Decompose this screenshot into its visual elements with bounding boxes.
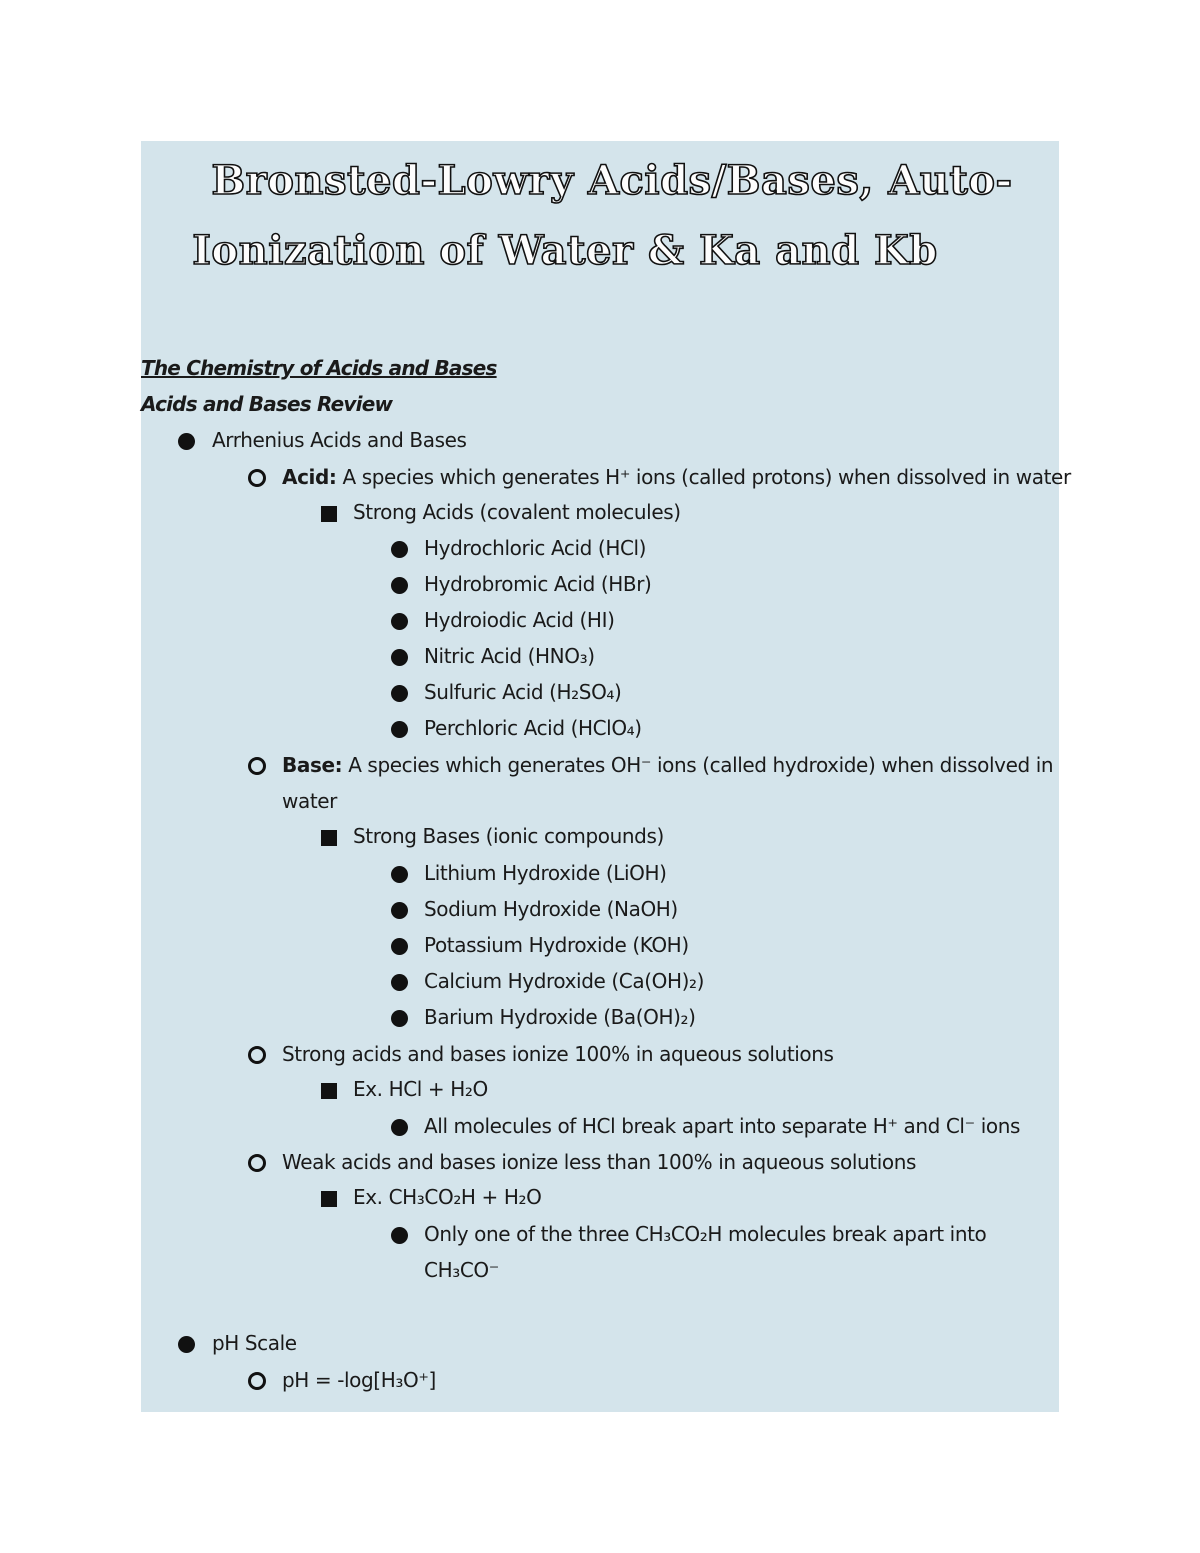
list-item-arrhenius: Arrhenius Acids and Bases [212,428,467,452]
bullet-square-icon [321,830,337,846]
list-item-weak-example-note: Only one of the three CH₃CO₂H molecules break apart into [424,1222,987,1246]
list-item-weak-example: Ex. CH₃CO₂H + H₂O [353,1185,542,1209]
list-item-base-definition [282,752,1053,778]
bullet-ring-icon [248,1046,266,1064]
bullet-ring-icon [248,469,266,487]
list-item-strong-acids: Strong Acids (covalent molecules) [353,500,681,524]
list-item-base: Potassium Hydroxide (KOH) [424,933,689,957]
acid-definition-text: A species which generates H⁺ ions (called protons) when dissolved in water [342,465,1071,489]
list-item-acid: Hydrobromic Acid (HBr) [424,572,652,596]
bullet-ring-icon [248,757,266,775]
bullet-disc-icon [391,1010,408,1027]
list-item-acid: Hydroiodic Acid (HI) [424,608,615,632]
list-item-ph-formula: pH = -log[H₃O⁺] [282,1368,436,1392]
bullet-disc-icon [391,974,408,991]
bullet-disc-icon [391,577,408,594]
bullet-disc-icon [391,902,408,919]
acid-term: Acid: [282,465,337,489]
bullet-disc-icon [391,1227,408,1244]
list-item-strong-example-note: All molecules of HCl break apart into separate H⁺ and Cl⁻ ions [424,1114,1020,1138]
bullet-disc-icon [391,1119,408,1136]
title-line-1: Bronsted-Lowry Acids/Bases, Auto- [211,157,1013,204]
list-item-base: Calcium Hydroxide (Ca(OH)₂) [424,969,705,993]
list-item-strong-bases: Strong Bases (ionic compounds) [353,824,664,848]
list-item-acid: Nitric Acid (HNO₃) [424,644,595,668]
base-definition-continued: water [282,789,337,813]
bullet-ring-icon [248,1372,266,1390]
list-item-base: Sodium Hydroxide (NaOH) [424,897,678,921]
list-item-acid: Hydrochloric Acid (HCl) [424,536,647,560]
bullet-disc-icon [391,613,408,630]
list-item-acid: Perchloric Acid (HClO₄) [424,716,642,740]
title-line-2: Ionization of Water & Ka and Kb [192,227,938,274]
list-item-base: Lithium Hydroxide (LiOH) [424,861,667,885]
list-item-ph-scale: pH Scale [212,1331,297,1355]
list-item-acid-definition [282,464,1071,490]
bullet-disc-icon [178,1336,195,1353]
list-item-strong-example: Ex. HCl + H₂O [353,1077,488,1101]
list-item-acid: Sulfuric Acid (H₂SO₄) [424,680,622,704]
bullet-square-icon [321,506,337,522]
page-title [141,146,1059,286]
base-definition-text: A species which generates OH⁻ ions (called hydroxide) when dissolved in [348,753,1054,777]
bullet-disc-icon [178,433,195,450]
bullet-ring-icon [248,1154,266,1172]
bullet-disc-icon [391,938,408,955]
base-term: Base: [282,753,343,777]
list-item-base: Barium Hydroxide (Ba(OH)₂) [424,1005,696,1029]
list-item-strong-ionize: Strong acids and bases ionize 100% in aqueous solutions [282,1042,834,1066]
bullet-disc-icon [391,649,408,666]
section-heading: The Chemistry of Acids and Bases [141,356,497,380]
subsection-heading: Acids and Bases Review [141,392,393,416]
bullet-disc-icon [391,721,408,738]
bullet-disc-icon [391,685,408,702]
list-item-weak-ionize: Weak acids and bases ionize less than 100% in aqueous solutions [282,1150,917,1174]
bullet-square-icon [321,1083,337,1099]
bullet-disc-icon [391,541,408,558]
bullet-square-icon [321,1191,337,1207]
bullet-disc-icon [391,866,408,883]
weak-example-note-continued: CH₃CO⁻ [424,1258,499,1282]
